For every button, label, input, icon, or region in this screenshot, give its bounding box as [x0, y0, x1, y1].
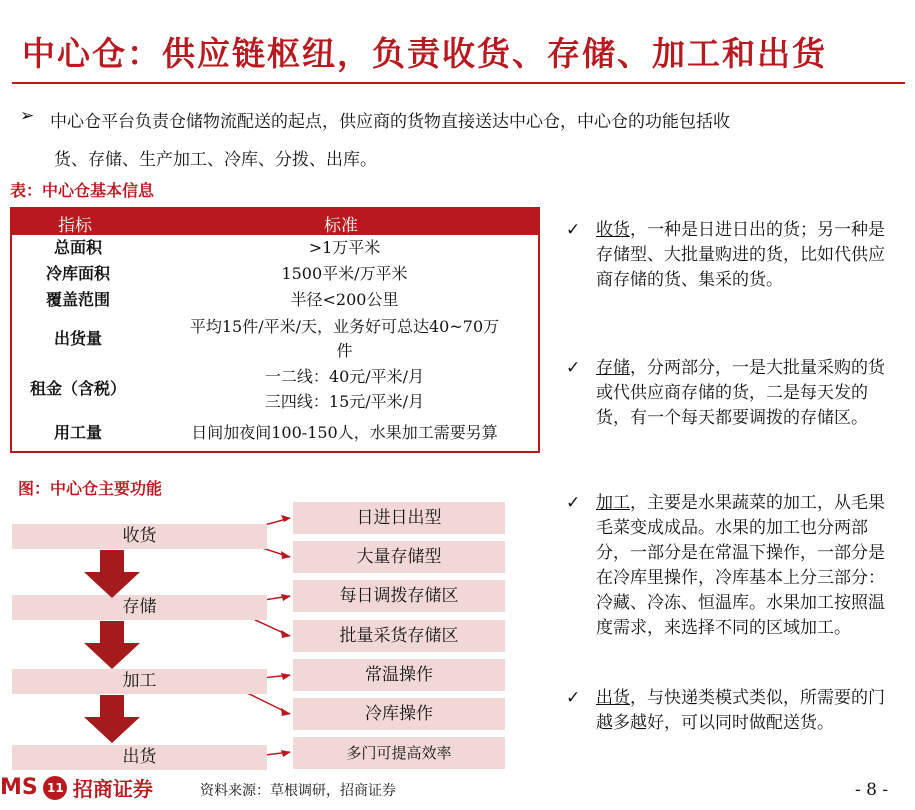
table-row-value: 日间加夜间100-150人，水果加工需要另算	[191, 423, 498, 442]
function-box: 批量采货存储区	[293, 620, 505, 652]
bullet-heading: 收货	[596, 220, 630, 240]
table-row-key: 总面积	[53, 238, 102, 257]
table-caption: 表：中心仓基本信息	[10, 181, 155, 200]
source-note: 资料来源：草根调研，招商证券	[200, 783, 396, 799]
intro-line-1: 中心仓平台负责仓储物流配送的起点，供应商的货物直接送达中心仓，中心仓的功能包括收	[50, 112, 730, 132]
check-icon: ✓	[566, 493, 581, 513]
stage-receive: 收货	[12, 524, 267, 549]
table-row-key: 覆盖范围	[45, 290, 110, 309]
table-row-value: >1万平米	[308, 238, 381, 257]
table-row-value: 半径<200公里	[290, 290, 399, 309]
stage-store: 存储	[12, 595, 267, 620]
bullet-heading: 加工	[596, 493, 630, 513]
bullet-text: ，一种是日进日出的货；另一种是存储型、大批量购进的货，比如代供应商存储的货、集采的货。	[596, 220, 885, 290]
table-row-key: 用工量	[53, 423, 102, 442]
table-row-value-cont: 件	[336, 341, 353, 360]
logo-prefix: MS	[0, 775, 38, 800]
table-row-value-cont: 三四线：15元/平米/月	[264, 392, 425, 411]
stage-process: 加工	[12, 669, 267, 694]
arrow-bullet-icon: ➢	[20, 106, 35, 126]
table-row-value: 1500平米/万平米	[281, 264, 408, 283]
table-row-value: 平均15件/平米/天，业务好可总达40~70万	[189, 317, 500, 336]
bullet-text: ，分两部分，一是大批量采购的货或代供应商存储的货，二是每天发的货，有一个每天都要调拨的存储区。	[596, 358, 885, 428]
table-row-key: 出货量	[53, 329, 102, 348]
bullet-text: ，与快递类模式类似，所需要的门越多越好，可以同时做配送货。	[596, 688, 885, 733]
logo-text: 招商证券	[72, 777, 153, 801]
page-number: - 8 -	[855, 780, 889, 800]
diagram-caption: 图：中心仓主要功能	[18, 479, 163, 498]
function-box: 每日调拨存储区	[293, 580, 505, 612]
table-row-value: 一二线：40元/平米/月	[264, 367, 425, 386]
check-icon: ✓	[566, 220, 581, 240]
table-row-key: 租金（含税）	[29, 379, 126, 398]
function-box: 多门可提高效率	[293, 737, 505, 769]
down-arrow-icon	[84, 695, 140, 743]
function-box: 大量存储型	[293, 541, 505, 573]
function-box: 冷库操作	[293, 698, 505, 730]
bullet-text: ，主要是水果蔬菜的加工，从毛果毛菜变成成品。水果的加工也分两部分，一部分是在常温下操作，一部分是在冷库里操作，冷库基本上分三部分：冷藏、冷冻、恒温库。水果加工按照温度需求，来选择不同的区域加工。	[596, 493, 885, 638]
check-icon: ✓	[566, 358, 581, 378]
function-box: 常温操作	[293, 659, 505, 691]
down-arrow-icon	[84, 550, 140, 598]
table-header-indicator: 指标	[58, 216, 92, 236]
table-row-key: 冷库面积	[45, 264, 110, 283]
table-header-standard: 标准	[324, 216, 358, 236]
stage-ship: 出货	[12, 745, 267, 770]
brand-logo	[0, 773, 153, 802]
intro-line-2: 货、存储、生产加工、冷库、分拨、出库。	[54, 150, 377, 170]
logo-badge-icon: 11	[43, 776, 67, 800]
function-box: 日进日出型	[293, 502, 505, 534]
down-arrow-icon	[84, 621, 140, 669]
page-title: 中心仓：供应链枢纽，负责收货、存储、加工和出货	[22, 34, 827, 73]
bullet-heading: 出货	[596, 688, 630, 708]
bullet-heading: 存储	[596, 358, 630, 378]
check-icon: ✓	[566, 688, 581, 708]
